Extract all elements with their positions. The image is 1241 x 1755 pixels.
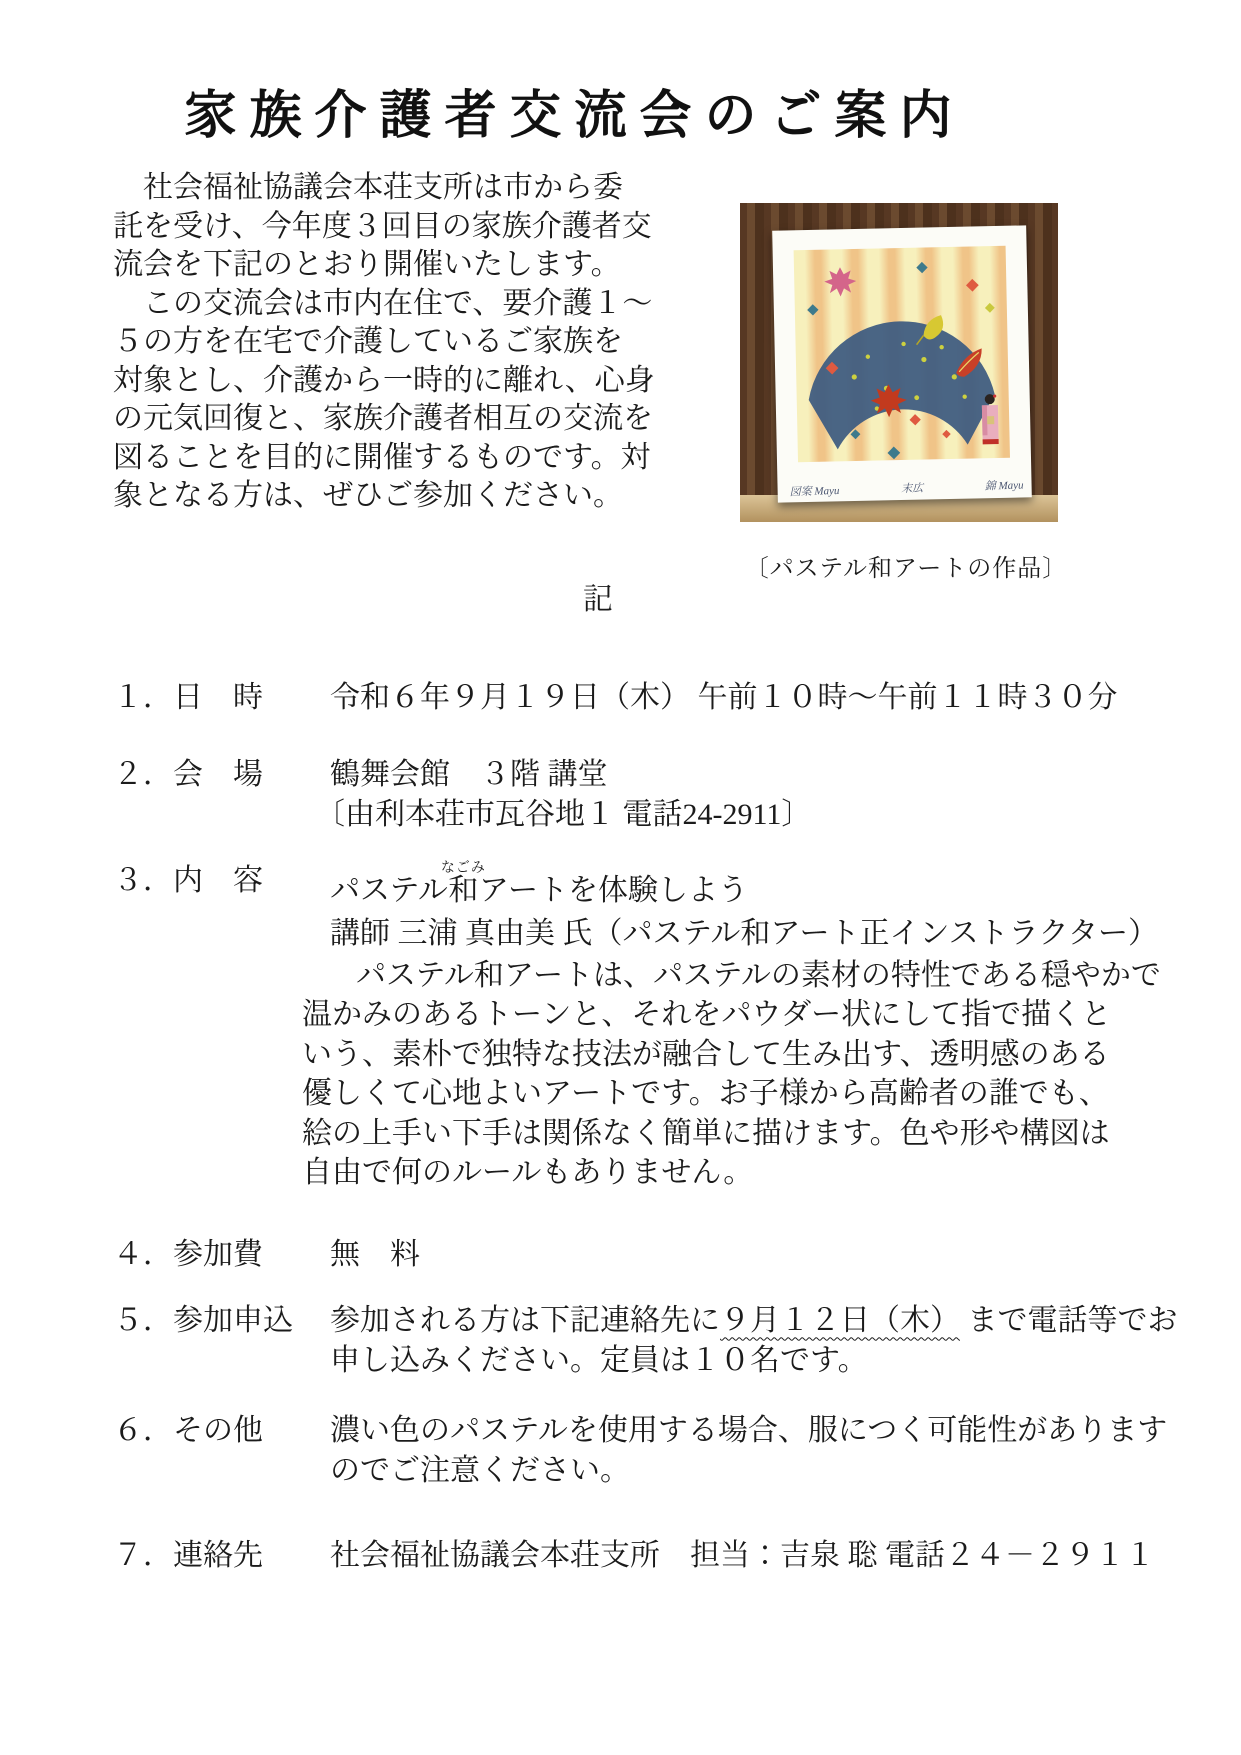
description-line: 温かみのあるトーンと、それをパウダー状にして指で描くと (302, 998, 1112, 1032)
lecturer-line: 講師 三浦 真由美 氏（パステル和アート正インストラクター） (330, 916, 1158, 950)
item-contact (113, 1536, 1155, 1576)
item-label: ５．参加申込 (113, 1303, 293, 1337)
photo-caption: 〔パステル和アートの作品〕 (744, 556, 1068, 582)
item-label: ２．会 場 (113, 757, 263, 791)
page-title: 家族介護者交流会のご案内 (184, 87, 965, 145)
item-application (113, 1301, 1178, 1381)
item-value: 社会福祉協議会本荘支所 担当：吉泉 聡 電話２４－２９１１ (330, 1538, 1155, 1572)
item-notes (113, 1411, 1168, 1491)
item-value (330, 1301, 1178, 1381)
description-line: 優しくて心地よいアートです。お子様から高齢者の誰でも、 (302, 1077, 1109, 1111)
application-line1: 参加される方は下記連絡先に９月１２日（木） まで電話等でお (330, 1303, 1178, 1337)
pastel-artwork (794, 246, 1010, 462)
ruby-nagomi: 和なごみ (440, 860, 486, 907)
application-line2: 申し込みください。定員は１０名です。 (330, 1343, 868, 1377)
description-line: 絵の上手い下手は関係なく簡単に描けます。色や形や構図は (302, 1116, 1110, 1150)
deadline-underlined: ９月１２日（木） (720, 1303, 960, 1337)
item-value (302, 860, 1161, 1193)
artwork-drawing (794, 246, 1010, 462)
program-title: パステル和なごみアートを体験しよう (330, 860, 749, 907)
item-label: １．日 時 (113, 680, 263, 714)
intro-line: 託を受け、今年度３回目の家族介護者交 (113, 209, 652, 243)
program-description (302, 956, 1161, 1193)
venue-address: 〔由利本荘市瓦谷地１ 電話24-2911〕 (315, 797, 812, 831)
remark-heading: 記 (583, 582, 613, 616)
item-label: ７．連絡先 (113, 1538, 263, 1572)
intro-line: の元気回復と、家族介護者相互の交流を (113, 402, 653, 436)
intro-line: この交流会は市内在住で、要介護１～ (113, 286, 653, 320)
pastel-art-photo (740, 203, 1058, 522)
item-value: 令和６年９月１９日（木） 午前１０時～午前１１時３０分 (330, 680, 1118, 714)
description-line: 自由で何のルールもありません。 (302, 1156, 754, 1190)
item-label: ３．内 容 (113, 863, 263, 897)
intro-line: ５の方を在宅で介護しているご家族を (113, 325, 623, 359)
maple-leaf-pink (824, 267, 857, 297)
intro-paragraph (113, 169, 673, 516)
description-line: いう、素朴で独特な技法が融合して生み出す、透明感のある (302, 1037, 1110, 1071)
fan-shape (807, 319, 996, 450)
artist-signature: 図案 Mayu 末広 錦 Mayu (789, 479, 1024, 499)
item-value (315, 755, 1151, 835)
item-date-time (113, 678, 1151, 718)
intro-line: 社会福祉協議会本荘支所は市から委 (113, 171, 623, 205)
venue-name: 鶴舞会館 ３階 講堂 (330, 757, 608, 791)
notes-line2: のでご注意ください。 (330, 1453, 630, 1487)
intro-line: 対象とし、介護から一時的に離れ、心身 (113, 363, 655, 397)
intro-line: 図ることを目的に開催するものです。対 (113, 440, 651, 474)
intro-line: 象となる方は、ぜひご参加ください。 (113, 479, 623, 513)
item-program (113, 860, 1161, 1193)
description-line: パステル和アートは、パステルの素材の特性である穏やかで (356, 958, 1161, 992)
item-venue (113, 755, 1151, 835)
item-fee (113, 1235, 1151, 1275)
item-label: ６．その他 (113, 1413, 263, 1447)
item-value: 無 料 (330, 1237, 420, 1271)
item-value (330, 1411, 1167, 1491)
notes-line1: 濃い色のパステルを使用する場合、服につく可能性があります (330, 1413, 1168, 1447)
artwork-paper (772, 225, 1032, 502)
item-label: ４．参加費 (113, 1237, 263, 1271)
intro-line: 流会を下記のとおり開催いたします。 (113, 248, 621, 282)
